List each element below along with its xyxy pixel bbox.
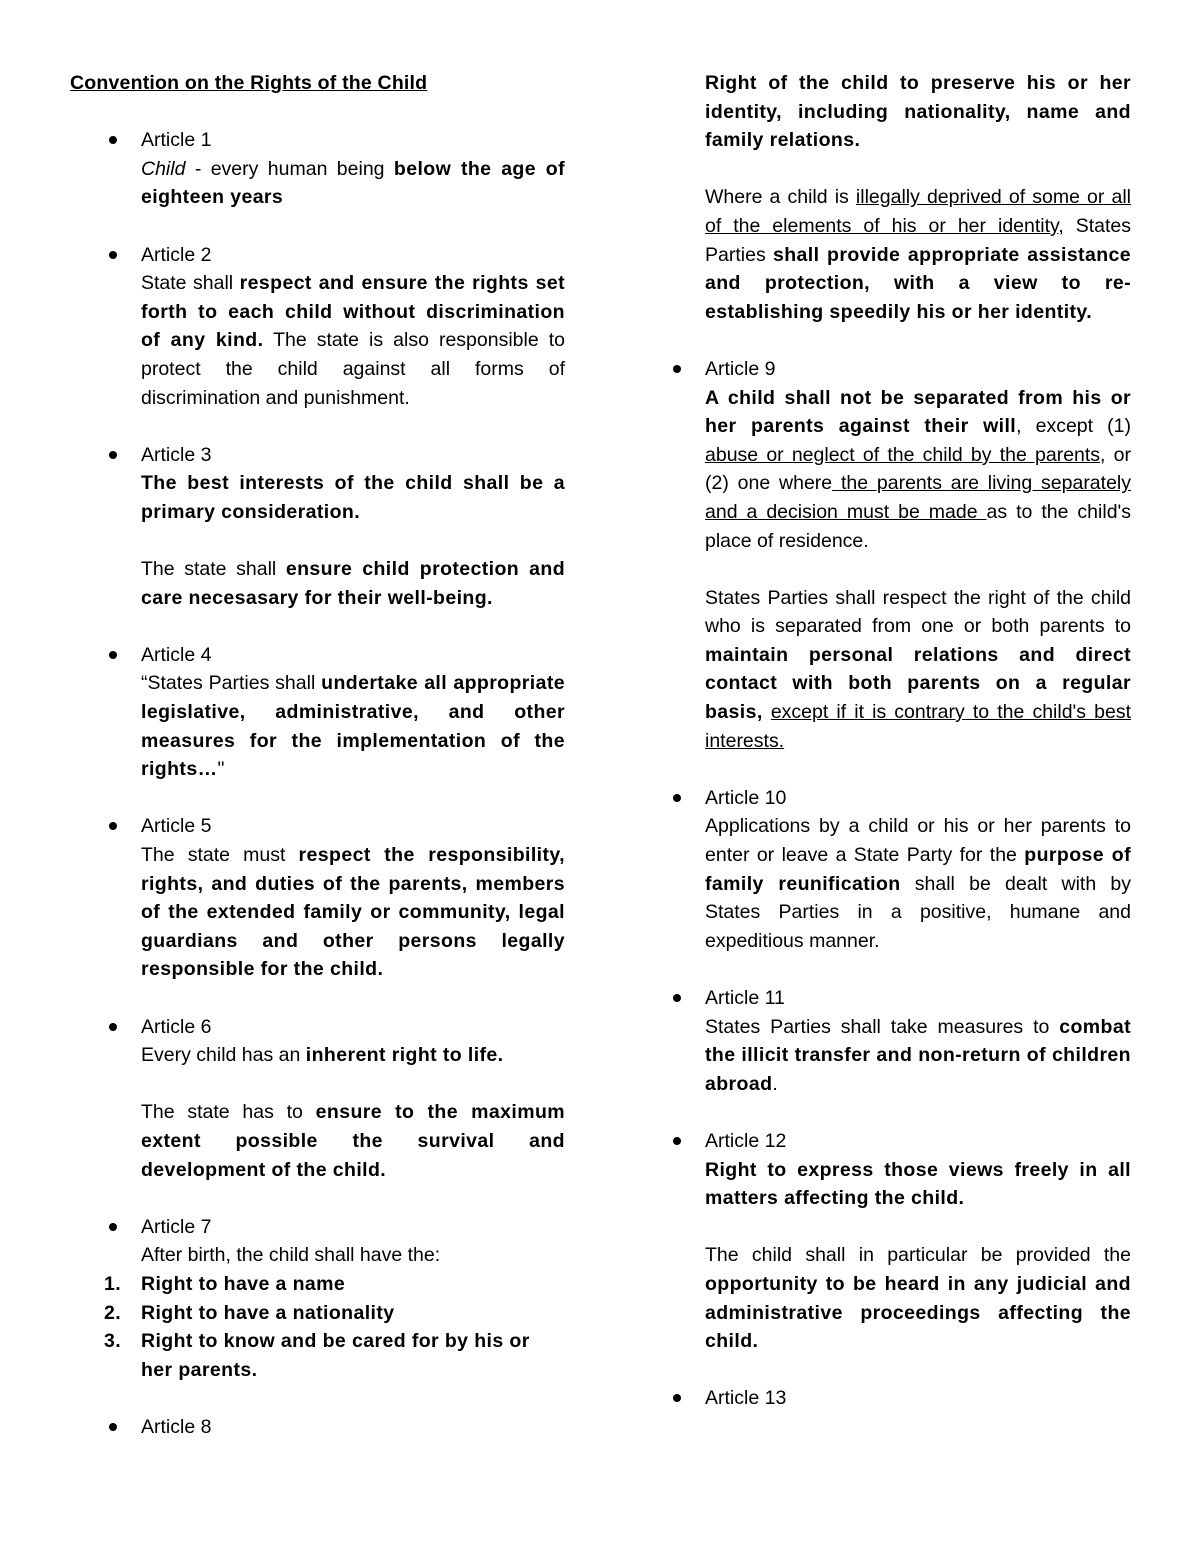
article-label: Article 7 xyxy=(141,1215,212,1238)
bullet-icon xyxy=(673,1137,681,1145)
left-column xyxy=(70,69,565,1470)
article-text: The state must respect the responsibility, rights, and duties of the parents, members of the extended family or community, legal guardians and other persons legally responsible for the child. xyxy=(141,844,565,981)
bullet-icon xyxy=(673,1394,681,1402)
bullet-icon xyxy=(673,794,681,802)
article-9 xyxy=(672,355,1131,755)
article-text: “States Parties shall undertake all appropriate legislative, administrative, and other measures for the implementation of the rights…" xyxy=(141,672,565,781)
article-7 xyxy=(70,1213,565,1385)
bullet-icon xyxy=(109,451,117,459)
article-13 xyxy=(672,1384,1131,1413)
article-8 xyxy=(70,1413,565,1442)
bullet-icon xyxy=(109,1423,117,1431)
article-6 xyxy=(70,1013,565,1185)
article-label: Article 9 xyxy=(705,357,776,380)
article-text: Child - every human being below the age of eighteen years xyxy=(141,157,565,209)
article-text: States Parties shall respect the right of the child who is separated from one or both parents to maintain personal relations and direct contact with both parents on a regular basis, except if it is contrary to the child's best interests. xyxy=(705,586,1132,752)
bullet-icon xyxy=(109,651,117,659)
article-text: States Parties shall take measures to combat the illicit transfer and non-return of children abroad. xyxy=(705,1015,1131,1095)
document-title: Convention on the Rights of the Child xyxy=(70,72,428,94)
bullet-icon xyxy=(109,251,117,259)
article-text: Right to express those views freely in all matters affecting the child. xyxy=(705,1158,1131,1210)
bullet-icon xyxy=(109,136,117,144)
article-label: Article 8 xyxy=(141,1415,212,1438)
list-item: 1. Right to have a name xyxy=(104,1272,346,1295)
article-2 xyxy=(70,241,565,413)
bullet-icon xyxy=(109,1023,117,1031)
article-label: Article 4 xyxy=(141,643,212,666)
article-text: The state has to ensure to the maximum extent possible the survival and development of the child. xyxy=(141,1101,565,1181)
article-4 xyxy=(70,641,565,784)
article-label: Article 3 xyxy=(141,443,212,466)
list-item: 3. Right to know and be cared for by his or her parents. xyxy=(104,1330,530,1381)
article-label: Article 12 xyxy=(705,1129,787,1152)
article-8-continued xyxy=(672,69,1131,326)
article-text: Applications by a child or his or her parents to enter or leave a State Party for the purpose of family reunification shall be dealt with by States Parties in a positive, humane and expeditious manner. xyxy=(705,815,1132,952)
article-text: The best interests of the child shall be a primary consideration. xyxy=(141,472,565,523)
article-label: Article 13 xyxy=(705,1387,787,1410)
article-12 xyxy=(672,1127,1131,1356)
article-5 xyxy=(70,812,565,984)
article-label: Article 5 xyxy=(141,815,212,838)
article-10 xyxy=(672,784,1131,956)
bullet-icon xyxy=(109,1223,117,1231)
article-label: Article 11 xyxy=(705,987,785,1009)
bullet-icon xyxy=(673,365,681,373)
article-text: The child shall in particular be provided the opportunity to be heard in any judicial and administrative proceedings affecting the child. xyxy=(705,1244,1131,1353)
article-text: The state shall ensure child protection and care necesasary for their well-being. xyxy=(141,558,566,609)
article-1 xyxy=(70,126,565,212)
bullet-icon xyxy=(109,822,117,830)
article-text: Right of the child to preserve his or her identity, including nationality, name and family relations. xyxy=(705,72,1131,152)
article-text: State shall respect and ensure the rights set forth to each child without discrimination of any kind. The state is also responsible to protect the child against all forms of discrimination and punishment. xyxy=(141,272,565,409)
rights-list xyxy=(70,1270,565,1384)
article-3 xyxy=(70,441,565,613)
right-column xyxy=(672,69,1131,1442)
article-text: A child shall not be separated from his or her parents against their will, except (1) abuse or neglect of the child by the parents, or (2) one where the parents are living separately and a decision must be made as to the child's place of residence. xyxy=(705,386,1132,552)
article-text: Every child has an inherent right to life. xyxy=(141,1044,504,1067)
bullet-icon xyxy=(673,994,681,1002)
article-label: Article 6 xyxy=(141,1015,212,1038)
article-11 xyxy=(672,984,1131,1098)
article-label: Article 10 xyxy=(705,786,787,809)
article-label: Article 2 xyxy=(141,243,212,266)
article-label: Article 1 xyxy=(141,129,212,152)
article-text: After birth, the child shall have the: xyxy=(141,1244,441,1267)
article-text: Where a child is illegally deprived of some or all of the elements of his or her identity, States Parties shall provide appropriate assistance and protection, with a view to re-establishing speedily his or her identity. xyxy=(705,186,1131,323)
list-item: 2. Right to have a nationality xyxy=(104,1301,395,1324)
